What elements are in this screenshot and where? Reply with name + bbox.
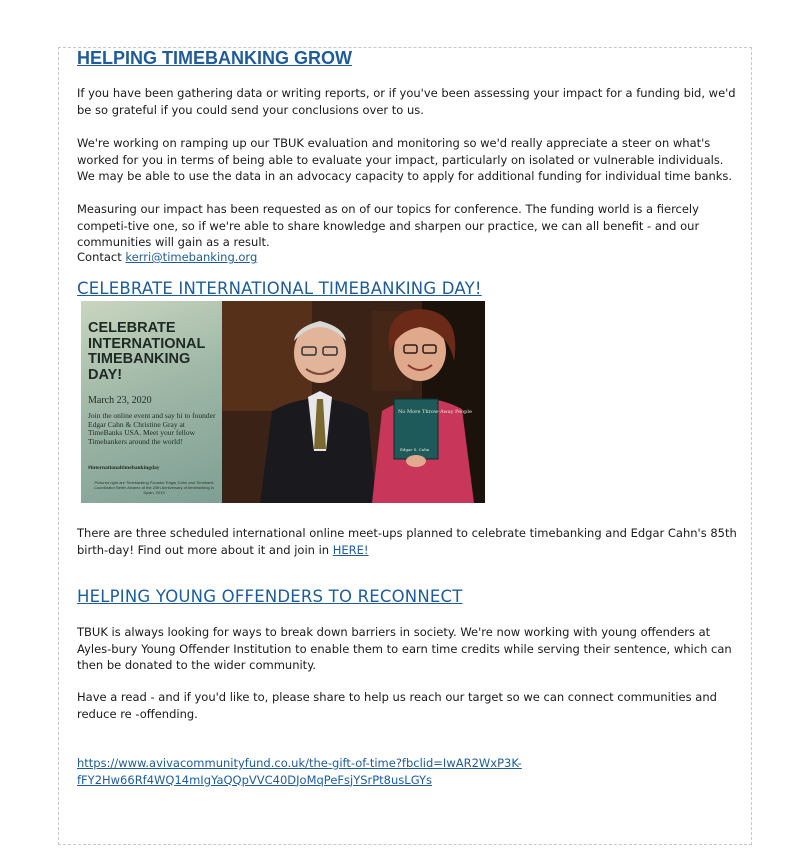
here-link[interactable]: HERE! [332,542,369,557]
paragraph-young-offenders: TBUK is always looking for ways to break down barriers in society. We're now working with young offenders at Ayles-bury Young Offender Institution to enable them to earn time credits while serving their sentence, which can then be donated to the wider community. [77,625,732,672]
book-author-text: Edgar S. Cahn [400,447,430,452]
heading-celebrate-timebanking-day: CELEBRATE INTERNATIONAL TIMEBANKING DAY! [77,279,482,298]
paragraph-evaluation: We're working on ramping up our TBUK evaluation and monitoring so we'd really appreciate a steer on what's worked for you in terms of being able to evaluate your impact, particularly on isolated or vulnerable individuals. We may be able to use the data in an advocacy capacity to apply for additional funding for individual time banks. [77,136,733,183]
photo-scene [222,301,485,503]
poster-title: CELEBRATE INTERNATIONAL TIMEBANKING DAY! [88,320,206,383]
heading-young-offenders: HELPING YOUNG OFFENDERS TO RECONNECT [77,587,463,606]
photo-people-illustration [222,301,485,503]
paragraph-gathering-data: If you have been gathering data or writing reports, or if you've been assessing your impact for a funding bid, we'd be so grateful if you could send your conclusions over to us. [77,86,736,117]
event-poster [81,301,222,503]
poster-hashtag: #internationaltimebankingday [88,465,160,471]
aviva-link-paragraph [77,755,522,788]
poster-caption: Pictured right are Timebanking Founder Edgar Cahn and Timebank Coordinator Belén Alvarez at the 20th Anniversary of timebanking in Spain, 2019 [94,480,214,495]
meetups-text: There are three scheduled international online meet-ups planned to celebrate timebanking and Edgar Cahn's 85th birth-day! Find out more about it and join in [77,526,737,557]
timebanking-day-image [81,301,485,503]
contact-line [77,249,257,266]
aviva-url-line2: fFY2Hw66Rf4WQ14mIgYaQQpVVC40DJoMqPeFsjYSrPt8usLGYs [77,772,433,787]
book-title-text: No More Throw-Away People [398,409,472,415]
aviva-community-fund-link[interactable] [77,756,522,787]
paragraph-measuring-impact: Measuring our impact has been requested as on of our topics for conference. The funding world is a fiercely competi-tive one, so if we're able to share knowledge and sharpen our practice, we can all benefit - and our communities will gain as a result. [77,202,700,249]
aviva-url-line1: https://www.avivacommunityfund.co.uk/the-gift-of-time?fbclid=IwAR2WxP3K- [77,756,522,770]
paragraph-have-a-read: Have a read - and if you'd like to, please share to help us reach our target so we can connect communities and reduce re -offending. [77,690,717,721]
heading-helping-timebanking-grow: HELPING TIMEBANKING GROW [77,48,352,68]
poster-text: Join the online event and say hi to founder Edgar Cahn & Christine Gray at TimeBanks USA. Meet your fellow Timebankers around the world! [88,411,216,446]
paragraph-meetups [77,525,737,558]
contact-email-link[interactable]: kerri@timebanking.org [125,250,258,264]
poster-date: March 23, 2020 [88,395,152,406]
contact-label: Contact [77,250,126,264]
